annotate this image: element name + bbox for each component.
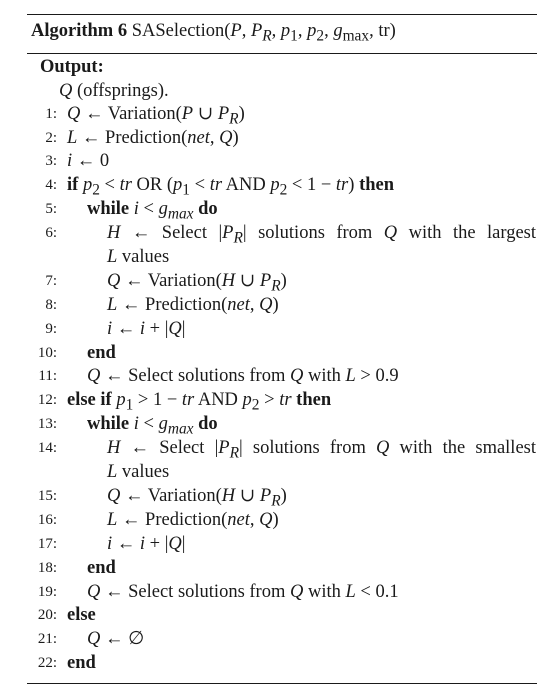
algorithm-line-1: 1: Q ← Variation(P ∪ $P_R$)	[27, 103, 537, 127]
algorithm-line-15: 15: Q ← Variation(H ∪ $P_R$)	[27, 485, 537, 509]
algorithm-line-14: 14: H ← Select $|P_R|$ solutions from Q with the smallest	[27, 437, 537, 461]
algorithm-line-8: 8: L ← Prediction(net, Q)	[27, 294, 537, 318]
output-heading: Output:	[40, 56, 104, 77]
line-number: 4:	[45, 177, 57, 194]
line-number: 22:	[37, 655, 57, 672]
algorithm-body	[27, 54, 537, 676]
line-number: 16:	[37, 511, 57, 528]
line-number: 18:	[37, 559, 57, 576]
line-number: 3:	[45, 153, 57, 170]
keyword-end: end	[67, 653, 96, 674]
keyword-while: while	[87, 414, 130, 435]
line-number: 17:	[37, 535, 57, 552]
algorithm-line-12: 12: else if $p_1 > 1$ − tr AND $p_2$ > tr then	[27, 389, 537, 413]
output-description: Q (offsprings).	[59, 80, 169, 101]
algorithm-line-4: 4: if $p_2$ < tr OR ($p_1$ < tr AND $p_2 < 1 - tr$) then	[27, 174, 537, 198]
line-number: 20:	[37, 607, 57, 624]
algorithm-line-6: 6: H ← Select $|P_R|$ solutions from Q with the largest	[27, 222, 537, 246]
algorithm-line-6-continuation: L values	[107, 247, 170, 268]
keyword-else: else	[67, 605, 96, 626]
line-number: 10:	[37, 344, 57, 361]
algorithm-line-2: 2: L ← Prediction(net, Q)	[27, 127, 537, 151]
algorithm-line-11: 11: Q ← Select solutions from Q with L > 0.9	[27, 365, 537, 389]
line-number: 13:	[37, 416, 57, 433]
algorithm-line-13: 13: while $i < g_{max}$ do	[27, 413, 537, 437]
line-number: 7:	[45, 272, 57, 289]
line-number: 21:	[37, 631, 57, 648]
algorithm-line-22	[27, 652, 537, 676]
algorithm-line-19: 19: Q ← Select solutions from Q with L < 0.1	[27, 581, 537, 605]
line-number: 19:	[37, 583, 57, 600]
algorithm-line-17: 17: i ← i + |Q|	[27, 533, 537, 557]
line-number: 8:	[45, 296, 57, 313]
keyword-do: do	[198, 199, 218, 220]
keyword-while: while	[87, 199, 130, 220]
algorithm-caption	[27, 15, 537, 53]
keyword-do: do	[198, 414, 218, 435]
algorithm-block	[27, 14, 537, 684]
keyword-end: end	[87, 557, 116, 578]
line-number: 12:	[37, 392, 57, 409]
line-number: 15:	[37, 487, 57, 504]
algorithm-line-5: 5: while $i < g_{max}$ do	[27, 198, 537, 222]
algorithm-line-18	[27, 557, 537, 581]
keyword-then: then	[359, 175, 395, 196]
line-number: 6:	[45, 225, 57, 242]
keyword-end: end	[87, 342, 116, 363]
keyword-then: then	[296, 390, 332, 411]
line-number: 5:	[45, 201, 57, 218]
line-number: 2:	[45, 129, 57, 146]
algorithm-line-9: 9: i ← i + |Q|	[27, 318, 537, 342]
line-number: 14:	[37, 440, 57, 457]
keyword-if: if	[67, 175, 79, 196]
algorithm-line-16: 16: L ← Prediction(net, Q)	[27, 509, 537, 533]
line-number: 1:	[45, 105, 57, 122]
algorithm-line-20	[27, 604, 537, 628]
algorithm-line-3: 3: i ← 0	[27, 150, 537, 174]
algorithm-line-14-continuation: L values	[107, 462, 170, 483]
algorithm-line-7: 7: Q ← Variation(H ∪ $P_R$)	[27, 270, 537, 294]
line-number: 11:	[38, 368, 57, 385]
algorithm-signature: SASelection(P, $P_R$, $p_1$, $p_2$, $g_{max}$, tr)	[131, 21, 396, 45]
line-number: 9:	[45, 320, 57, 337]
algorithm-label: Algorithm 6	[31, 21, 128, 41]
keyword-else-if: else if	[67, 390, 112, 411]
bottom-rule	[27, 683, 537, 684]
algorithm-line-21: 21: Q ← ∅	[27, 628, 537, 652]
algorithm-line-10	[27, 342, 537, 366]
